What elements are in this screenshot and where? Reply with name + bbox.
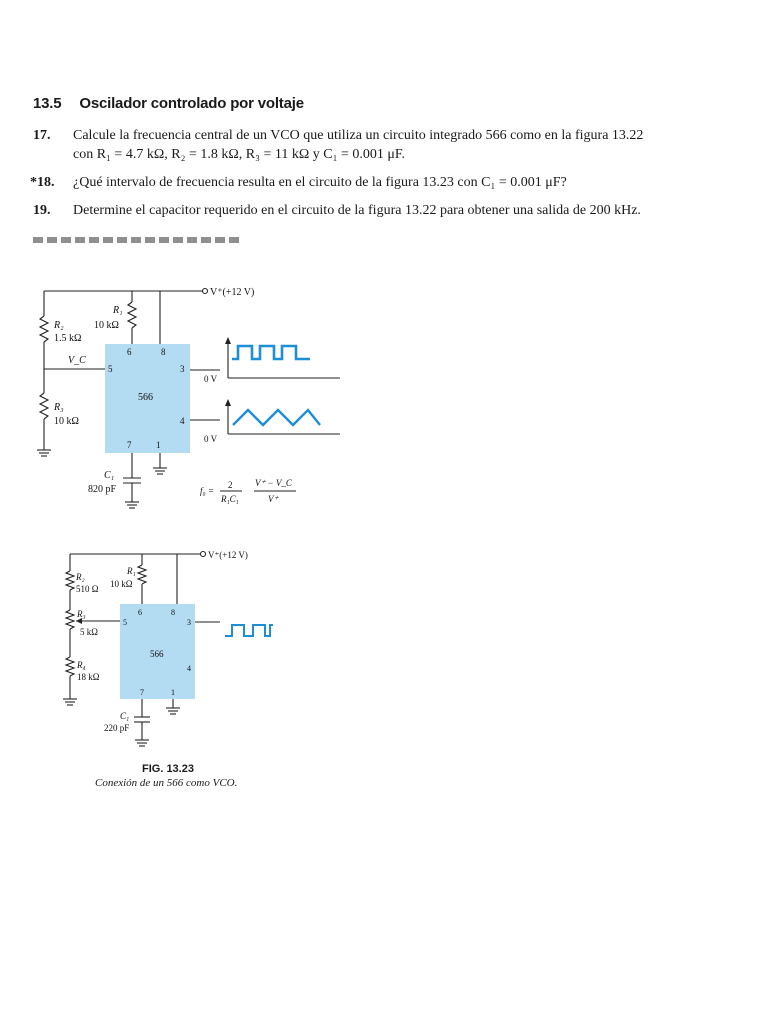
cropped-text-line <box>33 237 243 243</box>
problem-number: *18. <box>30 175 55 190</box>
r4-value: 18 kΩ <box>77 672 100 682</box>
zero-v-label: 0 V <box>204 374 218 384</box>
problem-17 <box>33 126 733 166</box>
r3-potentiometer <box>66 610 74 629</box>
formula-num2: V⁺ − V_C <box>255 478 292 488</box>
formula-num1: 2 <box>228 480 233 490</box>
r1-resistor <box>138 565 146 584</box>
pin-5: 5 <box>123 618 127 627</box>
r2-resistor <box>66 571 74 590</box>
r3-value: 10 kΩ <box>54 416 79 427</box>
pin-6: 6 <box>138 608 142 617</box>
pin-4: 4 <box>180 416 185 426</box>
r2-value: 510 Ω <box>76 584 99 594</box>
formula-lhs: f₀ = <box>200 486 214 496</box>
pin-1: 1 <box>156 440 161 450</box>
r3-label: R₃ <box>54 402 64 413</box>
r4-label: R₄ <box>77 660 86 670</box>
r3-value: 5 kΩ <box>80 627 98 637</box>
supply-label: V⁺(+12 V) <box>210 287 255 298</box>
r1-label: R₁ <box>113 305 123 316</box>
square-wave <box>232 346 310 359</box>
vc-label: V_C <box>68 355 86 366</box>
pin-6: 6 <box>127 347 132 357</box>
r4-resistor <box>66 657 74 676</box>
square-wave <box>225 625 273 636</box>
r1-value: 10 kΩ <box>110 579 133 589</box>
section-title: Oscilador controlado por voltaje <box>79 95 304 112</box>
formula-den1: R₁C₁ <box>221 494 239 504</box>
ic-label: 566 <box>150 649 164 659</box>
c1-label: C₁ <box>120 711 130 721</box>
r2-value: 1.5 kΩ <box>54 333 82 344</box>
r1-resistor <box>128 302 136 328</box>
c1-value: 220 pF <box>104 723 130 733</box>
figure-13-22-circuit <box>30 280 350 520</box>
pin-7: 7 <box>127 440 132 450</box>
problem-text: Determine el capacitor requerido en el circuito de la figura 13.22 para obtener una salida de 200 kHz. <box>73 203 641 218</box>
pin-7: 7 <box>140 688 144 697</box>
figure-caption-title: FIG. 13.23 <box>142 763 194 775</box>
formula-den2: V⁺ <box>268 494 279 504</box>
pin-3: 3 <box>187 618 191 627</box>
r3-resistor <box>40 393 48 419</box>
r2-label: R₂ <box>54 320 64 331</box>
problem-text-line2: con R₁ = 4.7 kΩ, R₂ = 1.8 kΩ, R₃ = 11 kΩ y C₁ = 0.001 μF. <box>73 147 406 162</box>
zero-v-label: 0 V <box>204 434 218 444</box>
c1-value: 820 pF <box>88 484 117 495</box>
triangle-wave <box>233 410 320 425</box>
figure-caption-text: Conexión de un 566 como VCO. <box>95 777 238 789</box>
r1-label: R₁ <box>127 566 136 576</box>
problem-18 <box>30 173 730 193</box>
r2-resistor <box>40 316 48 342</box>
supply-label: V⁺(+12 V) <box>208 550 248 560</box>
r1-value: 10 kΩ <box>94 320 119 331</box>
problem-number: 19. <box>33 203 51 218</box>
c1-label: C₁ <box>104 470 115 481</box>
problem-text: ¿Qué intervalo de frecuencia resulta en el circuito de la figura 13.23 con C₁ = 0.001 μF? <box>73 175 567 190</box>
figure-13-23-circuit <box>60 545 310 760</box>
pin-4: 4 <box>187 664 191 673</box>
problem-text: Calcule la frecuencia central de un VCO que utiliza un circuito integrado 566 como en la figura 13.22 <box>73 128 644 143</box>
problem-19 <box>33 201 733 221</box>
ic-label: 566 <box>138 392 153 403</box>
r3-label: R₃ <box>77 609 86 619</box>
pin-8: 8 <box>161 347 166 357</box>
pin-5: 5 <box>108 364 113 374</box>
pin-3: 3 <box>180 364 185 374</box>
r2-label: R₂ <box>76 572 85 582</box>
problem-number: 17. <box>33 128 51 143</box>
pin-8: 8 <box>171 608 175 617</box>
section-number: 13.5 <box>33 95 62 112</box>
pin-1: 1 <box>171 688 175 697</box>
section-heading <box>33 95 304 112</box>
